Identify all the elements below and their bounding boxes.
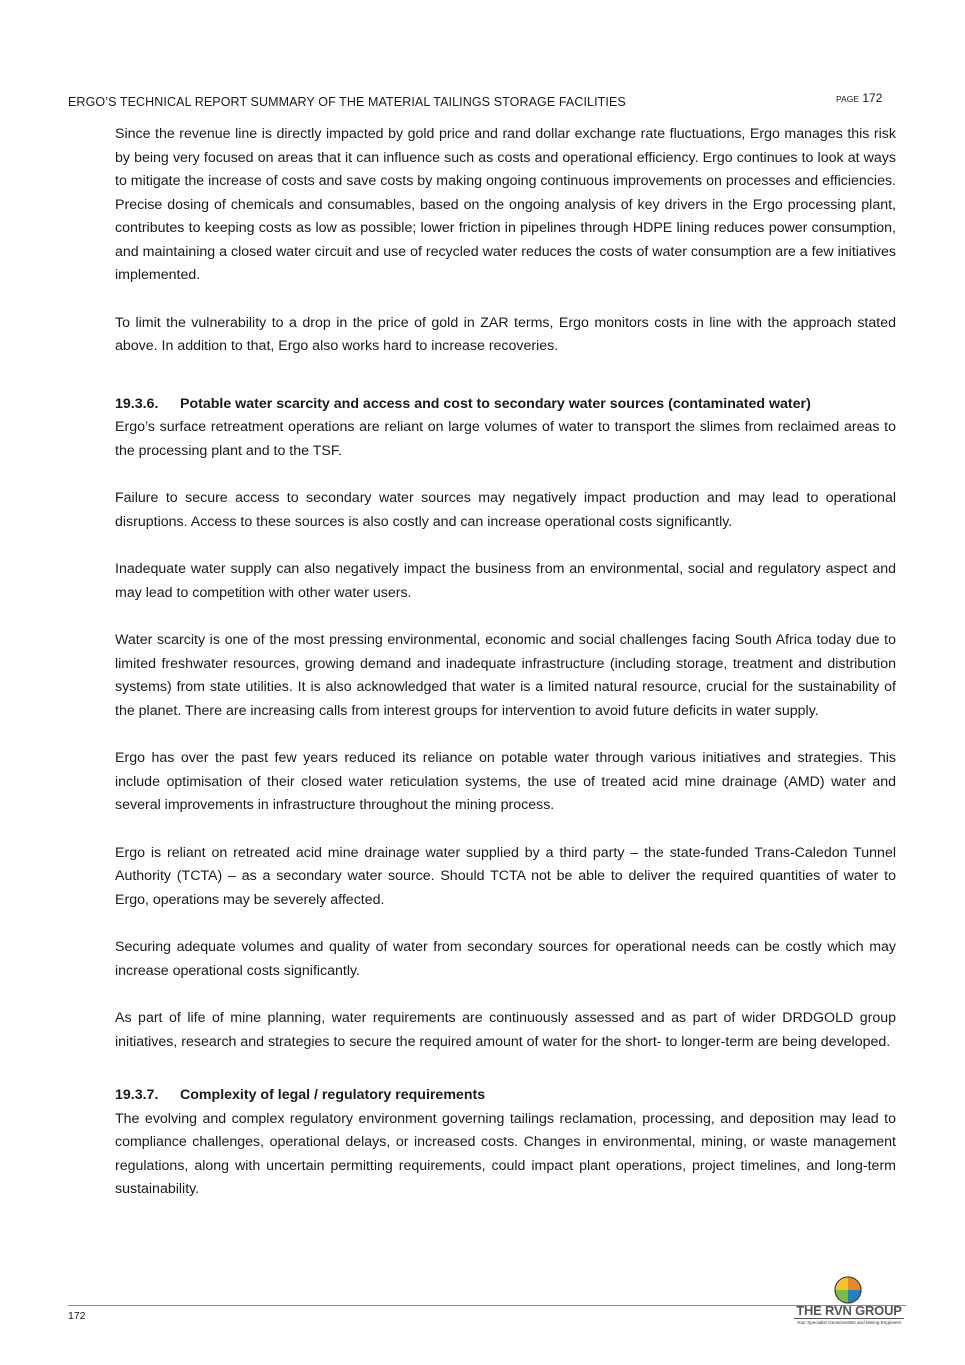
section-title: Potable water scarcity and access and cost to secondary water sources (contaminated water) — [180, 395, 811, 412]
document-body — [115, 123, 896, 1226]
paragraph: Water scarcity is one of the most pressing environmental, economic and social challenges facing South Africa today due to limited freshwater resources, growing demand and inadequate infrastructure (including storage, treatment and distribution systems) from state utilities. It is also acknowledged that water is a limited natural resource, crucial for the sustainability of the planet. There are increasing calls from interest groups for intervention to avoid future deficits in water supply. — [115, 632, 896, 719]
paragraph: Ergo is reliant on retreated acid mine drainage water supplied by a third party – the state-funded Trans-Caledon Tunnel Authority (TCTA) – as a secondary water source. Should TCTA not be able to deliver the required quantities of water to Ergo, operations may be severely affected. — [115, 844, 896, 908]
section-heading-19-3-7 — [115, 1084, 896, 1108]
pie-chart-icon — [834, 1276, 862, 1304]
rvn-group-logo — [788, 1276, 910, 1330]
paragraph: The evolving and complex regulatory environment governing tailings reclamation, processing, and deposition may lead to compliance challenges, operational delays, or increased costs. Changes in environmental, mining, or waste management regulations, along with uncertain permitting requirements, could impact plant operations, project timelines, and long-term sustainability. — [115, 1110, 896, 1197]
logo-divider — [794, 1318, 904, 1319]
paragraph: To limit the vulnerability to a drop in the price of gold in ZAR terms, Ergo monitors costs in line with the approach stated above. In addition to that, Ergo also works hard to increase recoveries. — [115, 314, 896, 354]
section-number: 19.3.7. — [115, 1087, 159, 1103]
report-header-title: ERGO’S TECHNICAL REPORT SUMMARY OF THE MATERIAL TAILINGS STORAGE FACILITIES — [68, 95, 626, 109]
logo-tagline: Your Specialist Geoscientists and Mining Engineers — [796, 1320, 902, 1325]
footer-page-number: 172 — [68, 1310, 86, 1322]
section-title: Complexity of legal / regulatory requirements — [180, 1087, 486, 1103]
paragraph: As part of life of mine planning, water requirements are continuously assessed and as part of wider DRDGOLD group initiatives, research and strategies to secure the required amount of water for the short- to longer-term are being developed. — [115, 1010, 896, 1050]
paragraph: Securing adequate volumes and quality of water from secondary sources for operational needs can be costly which may increase operational costs significantly. — [115, 939, 896, 979]
header-page-number — [836, 91, 882, 105]
footer-rule — [68, 1305, 906, 1306]
header-page-label: PAGE — [836, 94, 859, 104]
paragraph: Failure to secure access to secondary water sources may negatively impact production and may lead to operational disruptions. Access to these sources is also costly and can increase operational costs significantly. — [115, 490, 896, 530]
section-number: 19.3.6. — [115, 395, 159, 412]
section-heading-19-3-6 — [115, 393, 896, 417]
header-page-value: 172 — [862, 91, 883, 105]
paragraph: Since the revenue line is directly impacted by gold price and rand dollar exchange rate fluctuations, Ergo manages this risk by being very focused on areas that it can influence such as costs and operational efficiency. Ergo continues to look at ways to mitigate the increase of costs and save costs by making ongoing continuous improvements on processes and efficiencies. Precise dosing of chemicals and consumables, based on the ongoing analysis of key drivers in the Ergo processing plant, contributes to keeping costs as low as possible; lower friction in pipelines through HDPE lining reduces power consumption, and maintaining a closed water circuit and use of recycled water reduces the costs of water consumption are a few initiatives implemented. — [115, 126, 896, 283]
logo-name: THE RVN GROUP — [796, 1303, 902, 1318]
paragraph: Ergo has over the past few years reduced its reliance on potable water through various initiatives and strategies. This include optimisation of their closed water reticulation systems, the use of treated acid mine drainage (AMD) water and several improvements in infrastructure throughout the mining process. — [115, 750, 896, 813]
paragraph: Inadequate water supply can also negatively impact the business from an environmental, social and regulatory aspect and may lead to competition with other water users. — [115, 561, 896, 601]
paragraph: Ergo’s surface retreatment operations are reliant on large volumes of water to transport the slimes from reclaimed areas to the processing plant and to the TSF. — [115, 419, 896, 459]
